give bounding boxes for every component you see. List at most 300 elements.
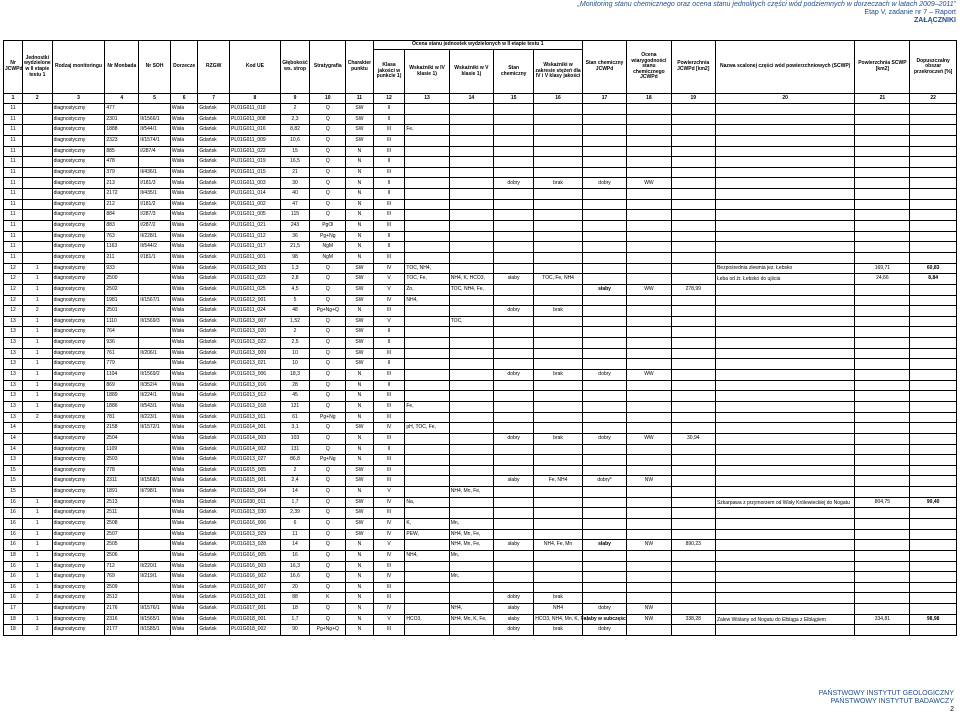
table-body xyxy=(4,104,957,636)
appendix-label: ZAŁĄCZNIKI xyxy=(914,17,956,24)
table-cell xyxy=(910,455,957,466)
table-cell: PL01G011_003 xyxy=(230,178,281,189)
table-cell: PL01G015_001 xyxy=(230,476,281,487)
table-cell xyxy=(582,231,626,242)
table-cell: 14 xyxy=(280,540,310,551)
table-cell: 16,3 xyxy=(280,561,310,572)
table-cell xyxy=(23,210,53,221)
table-row xyxy=(4,125,957,136)
table-cell: Gdańsk xyxy=(198,242,230,253)
table-cell: 14 xyxy=(280,487,310,498)
table-cell xyxy=(582,167,626,178)
table-cell: 2504 xyxy=(105,433,139,444)
table-cell xyxy=(449,252,493,263)
table-cell: II xyxy=(373,327,405,338)
table-cell xyxy=(23,444,53,455)
col-header-soh: Nr SOH xyxy=(139,41,171,94)
table-cell: WW xyxy=(627,178,671,189)
table-cell: Fe, xyxy=(405,401,449,412)
table-cell xyxy=(139,529,171,540)
table-cell: 764 xyxy=(105,327,139,338)
table-cell xyxy=(671,497,715,508)
table-cell: dobry xyxy=(494,178,534,189)
table-cell xyxy=(449,625,493,636)
table-cell: 1 xyxy=(23,529,53,540)
table-cell xyxy=(494,125,534,136)
table-cell: diagnostyczny xyxy=(52,252,105,263)
table-cell xyxy=(715,221,854,232)
table-cell: brak xyxy=(534,433,583,444)
table-cell: Q xyxy=(310,316,346,327)
table-cell xyxy=(715,433,854,444)
table-cell: 2177 xyxy=(105,625,139,636)
table-cell: SW xyxy=(346,359,373,370)
table-cell xyxy=(671,401,715,412)
table-cell: II xyxy=(373,338,405,349)
table-cell: N xyxy=(346,625,373,636)
table-cell xyxy=(449,146,493,157)
table-cell: V xyxy=(373,316,405,327)
table-cell xyxy=(627,572,671,583)
table-cell: III xyxy=(373,135,405,146)
table-cell xyxy=(671,593,715,604)
table-cell xyxy=(494,348,534,359)
table-cell xyxy=(855,146,910,157)
table-cell xyxy=(405,210,449,221)
table-cell xyxy=(855,231,910,242)
table-cell: 4,5 xyxy=(280,284,310,295)
table-cell xyxy=(405,561,449,572)
table-cell xyxy=(139,274,171,285)
table-cell xyxy=(139,455,171,466)
table-cell xyxy=(627,263,671,274)
table-cell xyxy=(494,359,534,370)
table-cell xyxy=(494,572,534,583)
table-cell xyxy=(855,476,910,487)
table-cell: 1886 xyxy=(105,401,139,412)
table-cell xyxy=(534,167,583,178)
table-cell: NH4, Fe, Mn xyxy=(534,540,583,551)
table-cell xyxy=(715,582,854,593)
table-cell xyxy=(405,338,449,349)
table-row xyxy=(4,508,957,519)
table-cell: 2172 xyxy=(105,189,139,200)
table-cell: 1 xyxy=(23,338,53,349)
column-number: 8 xyxy=(230,94,281,104)
footer-institute-1: PAŃSTWOWY INSTYTUT GEOLOGICZNY xyxy=(818,690,954,697)
table-cell xyxy=(627,114,671,125)
table-cell xyxy=(910,476,957,487)
table-cell: 1 xyxy=(23,540,53,551)
table-cell xyxy=(910,370,957,381)
table-cell xyxy=(23,487,53,498)
table-cell: Wisła xyxy=(170,604,197,615)
table-cell xyxy=(671,508,715,519)
table-cell: Gdańsk xyxy=(198,604,230,615)
page-header xyxy=(578,1,956,25)
table-cell: Mn, xyxy=(449,572,493,583)
table-row xyxy=(4,550,957,561)
table-cell: Pg+Ng xyxy=(310,412,346,423)
table-cell xyxy=(910,518,957,529)
table-cell: V xyxy=(373,614,405,625)
table-cell: PL01G014_003 xyxy=(230,433,281,444)
table-cell xyxy=(582,412,626,423)
table-cell: diagnostyczny xyxy=(52,231,105,242)
table-cell: 11 xyxy=(4,114,23,125)
table-row xyxy=(4,157,957,168)
table-cell xyxy=(910,401,957,412)
table-cell: N xyxy=(346,614,373,625)
col-header-jcwpd-status: Stan chemiczny JCWPd xyxy=(582,41,626,94)
table-cell xyxy=(671,465,715,476)
table-cell: NW xyxy=(627,604,671,615)
table-cell xyxy=(671,550,715,561)
table-cell xyxy=(671,104,715,115)
table-cell xyxy=(910,231,957,242)
table-cell: Wisła xyxy=(170,508,197,519)
table-cell: Gdańsk xyxy=(198,135,230,146)
table-cell xyxy=(405,199,449,210)
table-cell: PEW, xyxy=(405,529,449,540)
table-cell: Wisła xyxy=(170,401,197,412)
table-cell xyxy=(405,433,449,444)
table-cell xyxy=(855,465,910,476)
col-header-monbada: Nr Monbada xyxy=(105,41,139,94)
table-cell xyxy=(715,242,854,253)
table-cell xyxy=(582,518,626,529)
table-cell: diagnostyczny xyxy=(52,146,105,157)
table-cell: 5 xyxy=(280,295,310,306)
table-cell xyxy=(534,252,583,263)
table-cell xyxy=(449,210,493,221)
table-cell: PL01G011_024 xyxy=(230,306,281,317)
table-cell xyxy=(405,476,449,487)
table-cell xyxy=(139,593,171,604)
table-cell xyxy=(405,221,449,232)
table-cell xyxy=(671,338,715,349)
table-cell: N xyxy=(346,306,373,317)
table-cell xyxy=(449,306,493,317)
table-cell xyxy=(627,401,671,412)
table-cell xyxy=(715,252,854,263)
table-cell: N xyxy=(346,433,373,444)
table-cell: Q xyxy=(310,540,346,551)
table-cell: I/287/3 xyxy=(139,210,171,221)
table-cell: 2505 xyxy=(105,540,139,551)
table-cell: diagnostyczny xyxy=(52,125,105,136)
table-row xyxy=(4,242,957,253)
table-cell: Wisła xyxy=(170,614,197,625)
column-number: 17 xyxy=(582,94,626,104)
table-cell: Gdańsk xyxy=(198,167,230,178)
table-cell: Łeba od źr. Łebsko do ujścia xyxy=(715,274,854,285)
table-row xyxy=(4,284,957,295)
table-cell xyxy=(449,561,493,572)
table-cell xyxy=(910,625,957,636)
table-cell xyxy=(627,104,671,115)
table-row xyxy=(4,252,957,263)
table-cell: 2323 xyxy=(105,135,139,146)
table-cell xyxy=(534,135,583,146)
table-cell xyxy=(582,572,626,583)
table-cell xyxy=(582,221,626,232)
table-cell: SW xyxy=(346,497,373,508)
table-cell: 20 xyxy=(280,582,310,593)
table-cell xyxy=(910,550,957,561)
table-cell xyxy=(449,476,493,487)
col-header-units: Jednostki wydzielone w II etapie testu 1 xyxy=(23,41,53,94)
table-cell xyxy=(534,561,583,572)
table-cell xyxy=(23,231,53,242)
table-cell: diagnostyczny xyxy=(52,391,105,402)
table-cell: Wisła xyxy=(170,221,197,232)
table-cell: PL01G016_003 xyxy=(230,561,281,572)
table-cell xyxy=(910,465,957,476)
table-cell xyxy=(582,423,626,434)
table-cell: 11 xyxy=(4,221,23,232)
table-cell xyxy=(715,455,854,466)
table-cell: I/181/2 xyxy=(139,199,171,210)
table-cell: PL01G011_017 xyxy=(230,242,281,253)
table-cell xyxy=(582,487,626,498)
table-cell: SW xyxy=(346,476,373,487)
table-cell: Wisła xyxy=(170,199,197,210)
column-number: 18 xyxy=(627,94,671,104)
table-cell xyxy=(671,625,715,636)
table-cell: 16 xyxy=(4,561,23,572)
table-cell: Gdańsk xyxy=(198,614,230,625)
table-cell: PL01G013_030 xyxy=(230,508,281,519)
col-header-monitoring-type: Rodzaj monitoringu xyxy=(52,41,105,94)
table-cell: diagnostyczny xyxy=(52,487,105,498)
table-cell: II/1566/1 xyxy=(139,114,171,125)
table-cell: Wisła xyxy=(170,348,197,359)
report-title: „Monitoring stanu chemicznego oraz ocena stanu jednolitych części wód podziemnych w dorzeczach w latach 2009–2011” xyxy=(577,1,956,8)
table-cell: 2,3 xyxy=(280,114,310,125)
table-cell xyxy=(449,327,493,338)
table-row xyxy=(4,221,957,232)
table-cell: Wisła xyxy=(170,135,197,146)
table-cell: diagnostyczny xyxy=(52,550,105,561)
table-cell: NW xyxy=(627,614,671,625)
table-cell xyxy=(405,135,449,146)
table-cell xyxy=(23,252,53,263)
table-cell: WW xyxy=(627,433,671,444)
table-cell: 121 xyxy=(280,401,310,412)
table-cell: dobry xyxy=(494,306,534,317)
table-cell: IV xyxy=(373,518,405,529)
table-cell: diagnostyczny xyxy=(52,316,105,327)
table-cell xyxy=(627,582,671,593)
table-cell xyxy=(449,157,493,168)
table-cell: 11 xyxy=(4,135,23,146)
table-cell: diagnostyczny xyxy=(52,401,105,412)
table-cell xyxy=(449,125,493,136)
table-cell: NgM xyxy=(310,252,346,263)
table-cell: NH4, Mn, K, Fe, xyxy=(449,614,493,625)
table-cell xyxy=(910,221,957,232)
table-cell: diagnostyczny xyxy=(52,295,105,306)
table-cell: PL01G013_027 xyxy=(230,455,281,466)
table-cell: diagnostyczny xyxy=(52,604,105,615)
table-cell: II/220/1 xyxy=(139,561,171,572)
table-cell: Gdańsk xyxy=(198,199,230,210)
table-cell xyxy=(671,348,715,359)
table-cell xyxy=(494,157,534,168)
footer-institute-2: PAŃSTWOWY INSTYTUT BADAWCZY xyxy=(830,698,954,705)
table-cell xyxy=(855,242,910,253)
table-cell xyxy=(405,252,449,263)
table-cell: II/1569/3 xyxy=(139,316,171,327)
table-cell xyxy=(494,561,534,572)
table-cell: 30,94 xyxy=(671,433,715,444)
group-header-assessment: Ocena stanu jednostek wydzielonych w II etapie testu 1 xyxy=(373,41,582,50)
table-cell xyxy=(582,391,626,402)
table-cell: II/544/2 xyxy=(139,242,171,253)
table-cell: Wisła xyxy=(170,625,197,636)
table-cell: Gdańsk xyxy=(198,316,230,327)
table-cell xyxy=(534,455,583,466)
table-cell: Wisła xyxy=(170,284,197,295)
table-cell: 16 xyxy=(4,593,23,604)
table-row xyxy=(4,487,957,498)
table-cell: Mn, xyxy=(449,550,493,561)
table-cell xyxy=(449,104,493,115)
table-cell xyxy=(534,391,583,402)
table-cell: 13 xyxy=(4,412,23,423)
table-cell: 16 xyxy=(4,582,23,593)
table-cell xyxy=(855,391,910,402)
table-cell: II xyxy=(373,242,405,253)
table-cell: Q xyxy=(310,423,346,434)
table-cell: N xyxy=(346,444,373,455)
table-cell: Wisła xyxy=(170,231,197,242)
table-cell xyxy=(627,518,671,529)
table-cell: 11 xyxy=(4,167,23,178)
table-cell xyxy=(582,274,626,285)
table-cell: Gdańsk xyxy=(198,370,230,381)
table-cell: HCO3, xyxy=(405,614,449,625)
table-cell: 1109 xyxy=(105,444,139,455)
table-cell: III xyxy=(373,252,405,263)
table-cell xyxy=(627,157,671,168)
table-cell: Wisła xyxy=(170,423,197,434)
table-cell: 2512 xyxy=(105,593,139,604)
col-header-jcwpd: Nr JCWPd xyxy=(4,41,23,94)
table-cell: Q xyxy=(310,614,346,625)
table-cell: 477 xyxy=(105,104,139,115)
table-cell xyxy=(910,582,957,593)
table-cell: Gdańsk xyxy=(198,423,230,434)
table-cell: Q xyxy=(310,529,346,540)
table-cell xyxy=(671,455,715,466)
table-cell: 16 xyxy=(280,550,310,561)
table-cell: Gdańsk xyxy=(198,189,230,200)
table-cell xyxy=(855,380,910,391)
table-cell: Gdańsk xyxy=(198,125,230,136)
table-cell: 2509 xyxy=(105,582,139,593)
table-cell xyxy=(582,157,626,168)
table-cell xyxy=(855,625,910,636)
column-number: 15 xyxy=(494,94,534,104)
table-cell: PL01G012_003 xyxy=(230,263,281,274)
table-cell xyxy=(494,114,534,125)
table-cell: 2 xyxy=(23,306,53,317)
table-cell: 28 xyxy=(280,380,310,391)
table-cell: Bezpośrednia zlewnia jez. Łebsko xyxy=(715,263,854,274)
table-cell: 21 xyxy=(280,167,310,178)
table-cell: II/1585/1 xyxy=(139,625,171,636)
table-cell xyxy=(627,125,671,136)
table-cell: Q xyxy=(310,348,346,359)
table-cell xyxy=(715,125,854,136)
table-cell: Wisła xyxy=(170,157,197,168)
table-cell: Wisła xyxy=(170,114,197,125)
table-cell: 60,83 xyxy=(910,263,957,274)
table-cell: Q xyxy=(310,401,346,412)
table-cell: PL01G013_031 xyxy=(230,593,281,604)
table-cell: 1 xyxy=(23,550,53,561)
table-cell xyxy=(627,338,671,349)
table-cell xyxy=(405,189,449,200)
table-cell: NH4, K, HCO3, xyxy=(449,274,493,285)
table-cell xyxy=(671,604,715,615)
page-footer xyxy=(819,690,954,714)
table-cell: Wisła xyxy=(170,274,197,285)
table-cell: II xyxy=(373,178,405,189)
table-cell xyxy=(405,348,449,359)
table-cell xyxy=(139,550,171,561)
table-cell: Fe, NH4 xyxy=(534,476,583,487)
table-cell: NH4, Mn, Fe, xyxy=(449,540,493,551)
table-cell: 1 xyxy=(23,380,53,391)
table-cell xyxy=(855,370,910,381)
table-cell xyxy=(855,508,910,519)
table-cell: 12 xyxy=(4,263,23,274)
table-cell: N xyxy=(346,401,373,412)
table-cell: Q xyxy=(310,518,346,529)
table-cell: Gdańsk xyxy=(198,561,230,572)
table-cell: N xyxy=(346,189,373,200)
table-cell xyxy=(405,104,449,115)
table-cell xyxy=(910,104,957,115)
table-cell: Gdańsk xyxy=(198,252,230,263)
table-cell xyxy=(910,125,957,136)
table-cell: 8,84 xyxy=(910,274,957,285)
table-cell: Gdańsk xyxy=(198,157,230,168)
table-cell: 13 xyxy=(4,348,23,359)
column-number: 22 xyxy=(910,94,957,104)
table-cell: PL01G011_021 xyxy=(230,221,281,232)
table-cell xyxy=(715,178,854,189)
table-cell xyxy=(671,370,715,381)
col-header-point-type: Charakter punktu xyxy=(346,41,373,94)
table-cell: Wisła xyxy=(170,338,197,349)
table-cell xyxy=(910,178,957,189)
table-cell: 1,52 xyxy=(280,316,310,327)
table-cell: Wisła xyxy=(170,433,197,444)
table-row xyxy=(4,370,957,381)
table-cell xyxy=(534,423,583,434)
table-cell xyxy=(627,327,671,338)
table-cell xyxy=(23,125,53,136)
table-cell xyxy=(139,104,171,115)
table-cell xyxy=(449,401,493,412)
table-cell: Q xyxy=(310,359,346,370)
table-cell xyxy=(494,189,534,200)
table-cell: Q xyxy=(310,178,346,189)
